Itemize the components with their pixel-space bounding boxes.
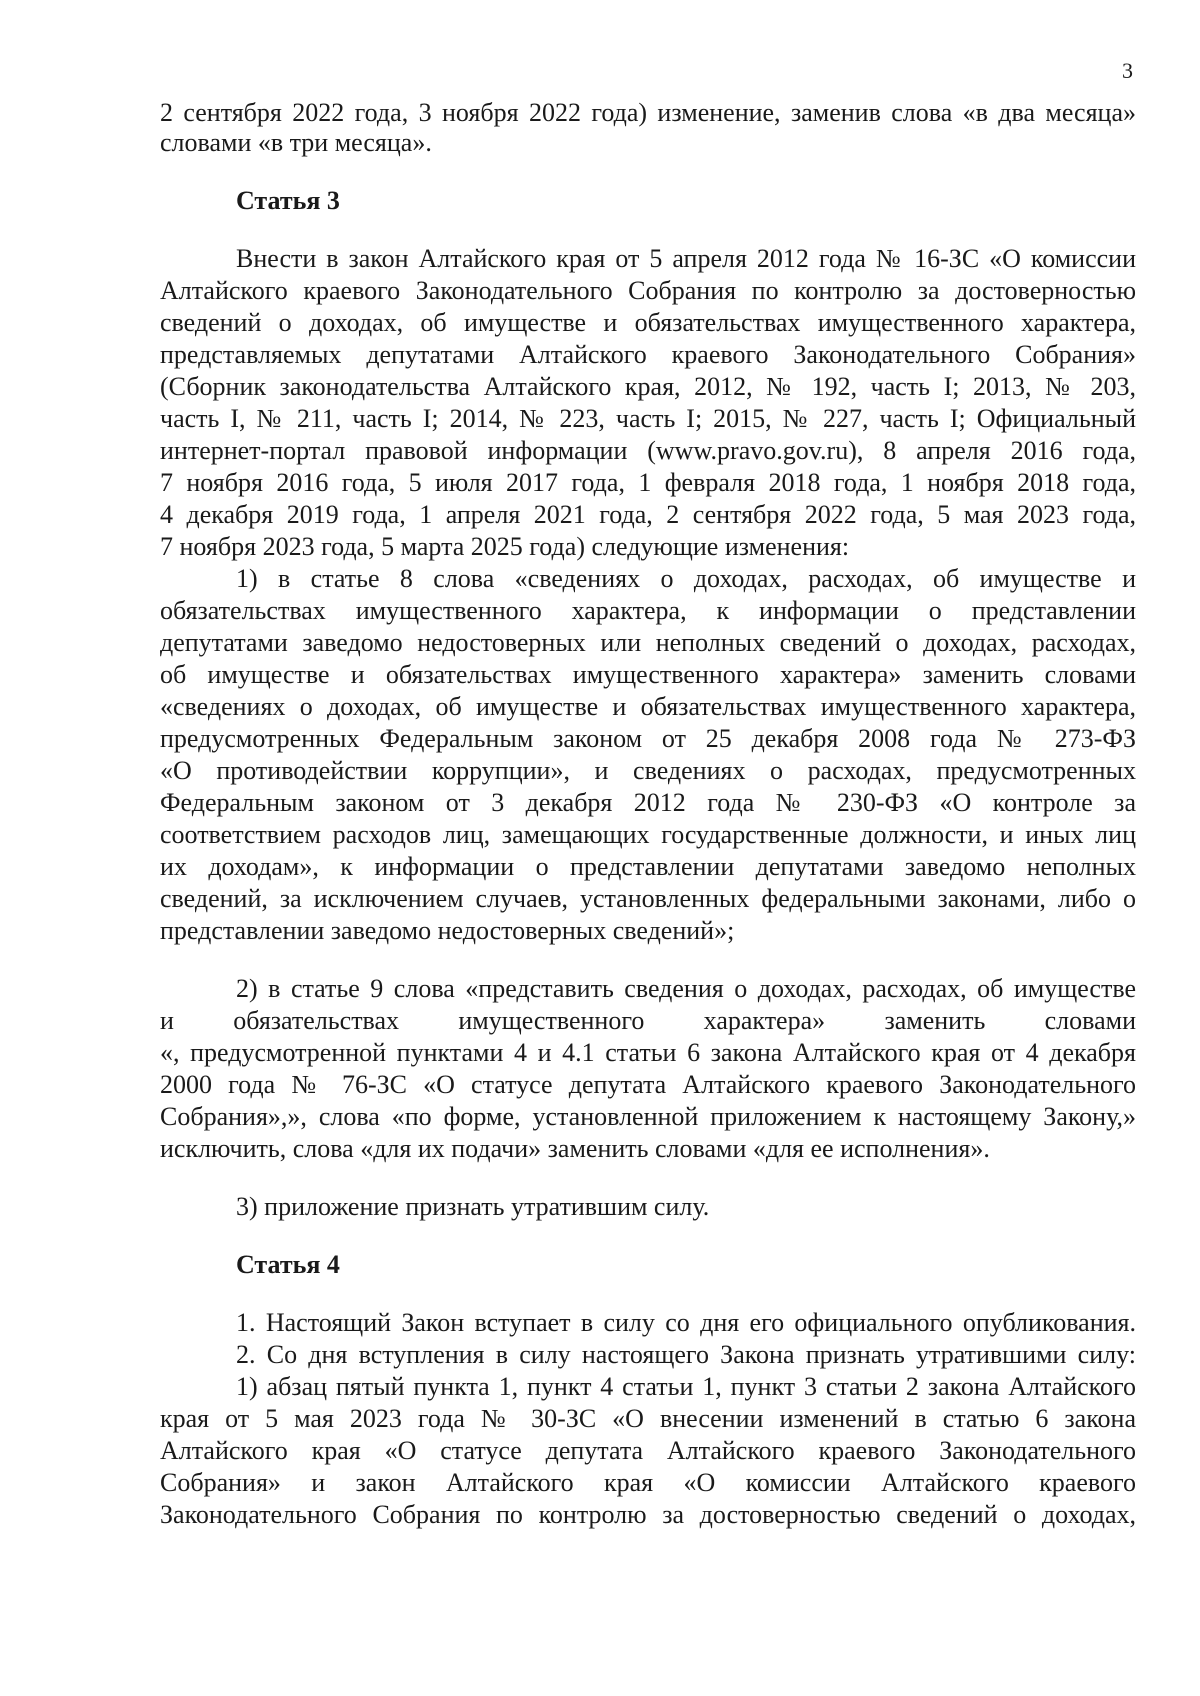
page-number: 3 (1122, 58, 1133, 83)
text-line: «О противодействии коррупции», и сведениях о расходах, предусмотренных (160, 756, 1136, 785)
text-line: «, предусмотренной пунктами 4 и 4.1 статьи 6 закона Алтайского края от 4 декабря (160, 1038, 1136, 1067)
text-line: Собрания» и закон Алтайского края «О комиссии Алтайского краевого (160, 1468, 1136, 1497)
text-line: обязательствах имущественного характера, к информации о представлении (160, 596, 1136, 625)
text-line: 7 ноября 2023 года, 5 марта 2025 года) следующие изменения: (160, 532, 850, 561)
text-line: представляемых депутатами Алтайского краевого Законодательного Собрания» (160, 340, 1136, 369)
text-line: 7 ноября 2016 года, 5 июля 2017 года, 1 февраля 2018 года, 1 ноября 2018 года, (160, 468, 1136, 497)
text-line: Алтайского краевого Законодательного Собрания по контролю за достоверностью (160, 276, 1136, 305)
text-line: соответствием расходов лиц, замещающих государственные должности, и иных лиц (160, 820, 1136, 849)
text-line: 2 сентября 2022 года, 3 ноября 2022 года) изменение, заменив слова «в два месяца» (160, 98, 1136, 127)
article-heading: Статья 4 (236, 1250, 340, 1279)
text-line: 2) в статье 9 слова «представить сведения о доходах, расходах, об имуществе (236, 974, 1136, 1003)
text-line: депутатами заведомо недостоверных или неполных сведений о доходах, расходах, (160, 628, 1136, 657)
text-line: 3) приложение признать утратившим силу. (236, 1192, 710, 1221)
text-line: (Сборник законодательства Алтайского края, 2012, № 192, часть I; 2013, № 203, (160, 372, 1136, 401)
text-line: словами «в три месяца». (160, 128, 432, 157)
text-line: часть I, № 211, часть I; 2014, № 223, часть I; 2015, № 227, часть I; Официальный (160, 404, 1136, 433)
text-line: об имуществе и обязательствах имущественного характера» заменить словами (160, 660, 1136, 689)
text-line: «сведениях о доходах, об имуществе и обязательствах имущественного характера, (160, 692, 1136, 721)
article-heading: Статья 3 (236, 186, 340, 215)
text-line: Федеральным законом от 3 декабря 2012 года № 230-ФЗ «О контроле за (160, 788, 1136, 817)
text-line: сведений о доходах, об имуществе и обязательствах имущественного характера, (160, 308, 1136, 337)
text-line: 2000 года № 76-ЗС «О статусе депутата Алтайского краевого Законодательного (160, 1070, 1136, 1099)
text-line: Алтайского края «О статусе депутата Алтайского краевого Законодательного (160, 1436, 1136, 1465)
text-line: предусмотренных Федеральным законом от 25 декабря 2008 года № 273-ФЗ (160, 724, 1136, 753)
text-line: 1. Настоящий Закон вступает в силу со дня его официального опубликования. (236, 1308, 1136, 1337)
text-line: представлении заведомо недостоверных сведений»; (160, 916, 735, 945)
text-line: 1) абзац пятый пункта 1, пункт 4 статьи 1, пункт 3 статьи 2 закона Алтайского (236, 1372, 1136, 1401)
text-line: 1) в статье 8 слова «сведениях о доходах, расходах, об имуществе и (236, 564, 1136, 593)
text-line: края от 5 мая 2023 года № 30-ЗС «О внесении изменений в статью 6 закона (160, 1404, 1136, 1433)
text-line: Внести в закон Алтайского края от 5 апреля 2012 года № 16-ЗС «О комиссии (236, 244, 1136, 273)
text-line: и обязательствах имущественного характера» заменить словами (160, 1006, 1136, 1035)
text-line: 4 декабря 2019 года, 1 апреля 2021 года, 2 сентября 2022 года, 5 мая 2023 года, (160, 500, 1136, 529)
text-line: Собрания»,», слова «по форме, установленной приложением к настоящему Закону,» (160, 1102, 1136, 1131)
text-line: исключить, слова «для их подачи» заменить словами «для ее исполнения». (160, 1134, 990, 1163)
text-line: интернет-портал правовой информации (www.pravo.gov.ru), 8 апреля 2016 года, (160, 436, 1136, 465)
text-line: сведений, за исключением случаев, установленных федеральными законами, либо о (160, 884, 1136, 913)
text-line: Законодательного Собрания по контролю за достоверностью сведений о доходах, (160, 1500, 1136, 1529)
text-line: 2. Со дня вступления в силу настоящего Закона признать утратившими силу: (236, 1340, 1136, 1369)
text-line: их доходам», к информации о представлении депутатами заведомо неполных (160, 852, 1136, 881)
